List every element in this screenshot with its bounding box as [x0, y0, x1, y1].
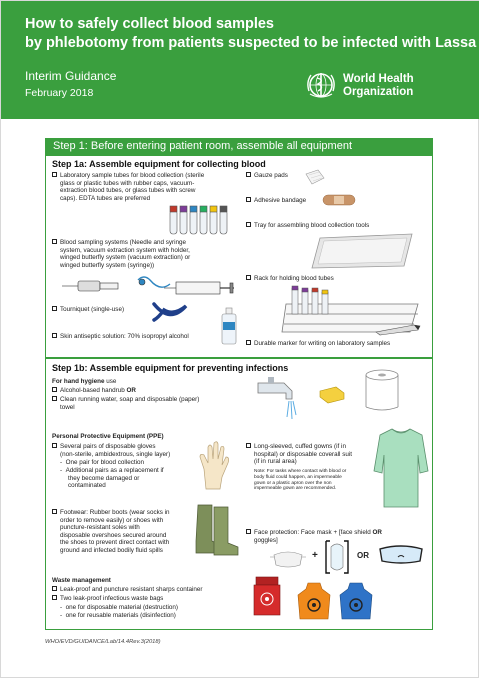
checkbox-icon	[52, 239, 57, 244]
sharps-container-icon	[252, 575, 282, 617]
checkbox-icon	[52, 306, 57, 311]
rubber-boots-icon	[192, 501, 242, 557]
waste-management-label: Waste management	[52, 577, 111, 584]
document-reference: WHO/EVD/GUIDANCE/Lab/14.4Rev.3(2018)	[45, 639, 161, 645]
gauze-pad-icon	[304, 168, 326, 186]
ppe-label: Personal Protective Equipment (PPE)	[52, 433, 164, 440]
soap-bar-icon	[316, 383, 346, 405]
rack-item: Rack for holding blood tubes	[246, 275, 334, 283]
face-protection-item: Face protection: Face mask + [face shield OR goggles]	[246, 529, 382, 544]
checkbox-icon	[52, 443, 57, 448]
blood-sampling-systems-item: Blood sampling systems (Needle and syringe system, vacuum extraction system with holder, winged butterfly system (vacuum extraction) or winged butterfly system (syringe))	[52, 239, 237, 269]
or-label: OR	[357, 551, 369, 560]
publication-date: February 2018	[25, 87, 94, 99]
marker-item: Durable marker for writing on laboratory samples	[246, 340, 390, 348]
alcohol-bottle-icon	[220, 306, 238, 346]
orange-biohazard-bag-icon	[296, 581, 332, 621]
header-banner	[1, 1, 479, 119]
marker-pen-icon	[374, 322, 424, 336]
tray-item: Tray for assembling blood collection tools	[246, 222, 369, 230]
antiseptic-item: Skin antiseptic solution: 70% isopropyl alcohol	[52, 333, 222, 341]
tray-icon	[308, 232, 418, 272]
checkbox-icon	[52, 586, 57, 591]
step-1b-section	[45, 358, 433, 630]
checkbox-icon	[246, 197, 251, 202]
step-1a-section	[45, 156, 433, 358]
step-1a-heading: Step 1a: Assemble equipment for collecting blood	[52, 159, 266, 169]
checkbox-icon	[52, 509, 57, 514]
water-tap-icon	[254, 373, 306, 423]
handrub-item: Alcohol-based handrub OR	[52, 387, 136, 395]
subtitle: Interim Guidance	[25, 69, 117, 83]
sharps-container-item: Leak-proof and puncture resistant sharps container	[52, 586, 202, 594]
plus-sign: +	[312, 550, 318, 561]
checkbox-icon	[246, 529, 251, 534]
face-mask-icon	[268, 549, 308, 569]
gloves-sub-2: - Additional pairs as a replacement if they become damaged or contaminated	[60, 467, 164, 490]
waste-bag-sub-1: - one for disposable material (destruction)	[60, 604, 178, 611]
page-title	[25, 15, 476, 53]
face-shield-icon	[322, 539, 352, 575]
gloves-item: Several pairs of disposable gloves (non-sterile, ambidextrous, single layer)	[52, 443, 170, 458]
checkbox-icon	[246, 443, 251, 448]
tourniquet-icon	[150, 300, 190, 324]
checkbox-icon	[52, 333, 57, 338]
step-1-heading: Step 1: Before entering patient room, assemble all equipment	[45, 138, 433, 156]
goggles-icon	[376, 543, 426, 567]
who-wordmark: World Health Organization	[343, 73, 414, 98]
syringe-needle-icon	[60, 272, 236, 300]
blue-biohazard-bag-icon	[338, 581, 374, 621]
adhesive-bandage-icon	[322, 192, 356, 208]
gauze-pads-item: Gauze pads	[246, 172, 288, 180]
checkbox-icon	[246, 172, 251, 177]
checkbox-icon	[52, 387, 57, 392]
gown-note: Note: For tasks where contact with blood or body fluid could happen, an impermeable gown or a plastic apron over the non impermeable gown are recommended.	[254, 469, 347, 492]
who-emblem-icon	[303, 67, 339, 103]
title-line-1: How to safely collect blood samples	[25, 16, 274, 32]
gloves-sub-1: - One pair for blood collection	[60, 459, 145, 466]
gown-icon	[372, 425, 430, 509]
lab-tubes-item: Laboratory sample tubes for blood collection (sterile glass or plastic tubes with rubber caps, vacuum- extraction blood tubes, or glass tubes with screw caps). EDTA tubes are preferred	[52, 172, 237, 202]
checkbox-icon	[52, 396, 57, 401]
checkbox-icon	[246, 340, 251, 345]
checkbox-icon	[52, 595, 57, 600]
checkbox-icon	[52, 172, 57, 177]
gown-item: Long-sleeved, cuffed gowns (if in hospital) or disposable coverall suit (if in rural area)	[246, 443, 352, 466]
gloves-icon	[196, 439, 236, 491]
tourniquet-item: Tourniquet (single-use)	[52, 306, 212, 314]
paper-towel-icon	[362, 367, 402, 419]
checkbox-icon	[246, 275, 251, 280]
water-soap-item: Clean running water, soap and disposable (paper) towel	[52, 396, 199, 411]
step-1b-heading: Step 1b: Assemble equipment for preventing infections	[52, 363, 289, 373]
footwear-item: Footwear: Rubber boots (wear socks in order to remove easily) or shoes with puncture-resistant soles with disposable overshoes secured around the shoes to prevent direct contact with ground and infected bodily fluid spills	[52, 509, 170, 555]
test-tubes-icon	[166, 204, 238, 236]
waste-bag-sub-2: - one for reusable materials (disinfection)	[60, 612, 176, 619]
checkbox-icon	[246, 222, 251, 227]
waste-bags-item: Two leak-proof infectious waste bags	[52, 595, 163, 603]
title-line-2: by phlebotomy from patients suspected to be infected with Lassa	[25, 35, 477, 51]
adhesive-bandage-item: Adhesive bandage	[246, 197, 306, 205]
hand-hygiene-label: For hand hygiene use	[52, 378, 117, 385]
